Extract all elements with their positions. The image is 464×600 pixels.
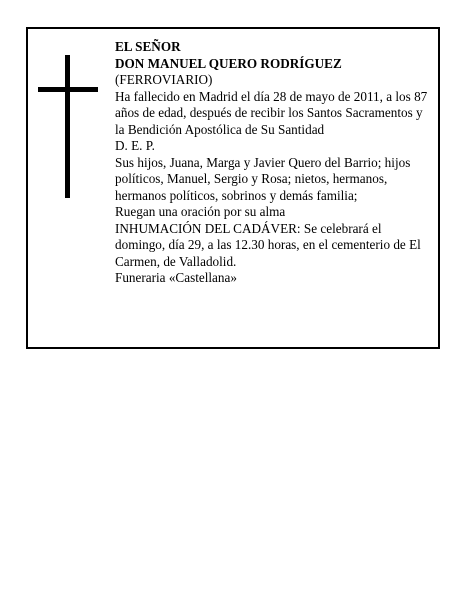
rest-in-peace: D. E. P.	[115, 138, 155, 153]
prayer-request: Ruegan una oración por su alma	[115, 204, 286, 219]
family-list: Sus hijos, Juana, Marga y Javier Quero del Barrio; hijos políticos, Manuel, Sergio y Rosa; nietos, hermanos, hermanos políticos, sobrinos y demás familia;	[115, 154, 411, 203]
obituary-notice	[26, 27, 440, 349]
cross-horizontal-bar	[38, 87, 98, 92]
cross-vertical-bar	[65, 55, 70, 198]
notice-text	[115, 39, 431, 287]
notice-heading: EL SEÑOR	[115, 39, 181, 54]
burial-details: INHUMACIÓN DEL CADÁVER: Se celebrará el domingo, día 29, a las 12.30 horas, en el cementerio de El Carmen, de Valladolid.	[115, 220, 421, 269]
deceased-occupation: (FERROVIARIO)	[115, 72, 213, 87]
deceased-name: DON MANUEL QUERO RODRÍGUEZ	[115, 55, 342, 71]
latin-cross-icon	[38, 55, 98, 198]
death-announcement: Ha fallecido en Madrid el día 28 de mayo de 2011, a los 87 años de edad, después de recibir los Santos Sacramentos y la Bendición Apostólica de Su Santidad	[115, 88, 428, 137]
funeral-home: Funeraria «Castellana»	[115, 270, 237, 285]
